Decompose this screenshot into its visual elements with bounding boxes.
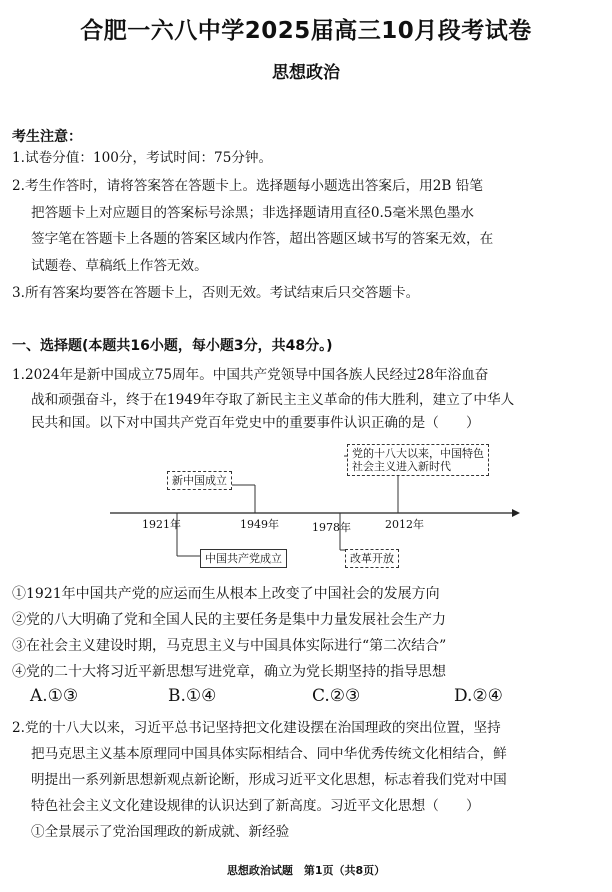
statement: ①1921年中国共产党的应运而生从根本上改变了中国社会的发展方向 <box>12 586 440 602</box>
statement: ①全景展示了党治国理政的新成就、新经验 <box>31 824 290 840</box>
notice-line: 签字笔在答题卡上各题的答案区域内作答，超出答题区域书写的答案无效，在 <box>31 231 494 247</box>
exam-title: 合肥一六八中学2025届高三10月段考试卷 <box>80 18 532 44</box>
event-new-era-text: 党的十八大以来，中国特色 <box>352 447 484 460</box>
question-stem: 把马克思主义基本原理同中国具体实际相结合、同中华优秀传统文化相结合，鲜 <box>31 746 507 762</box>
question-stem: 1.2024年是新中国成立75周年。中国共产党领导中国各族人民经过28年浴血奋 <box>12 367 489 383</box>
year-label: 2012年 <box>385 518 424 531</box>
exam-subject: 思想政治 <box>272 63 340 83</box>
event-new-era-text: 社会主义进入新时代 <box>352 460 451 473</box>
choice-c[interactable]: C.②③ <box>312 686 361 706</box>
year-label: 1978年 <box>312 521 351 534</box>
choice-d[interactable]: D.②④ <box>454 686 503 706</box>
choice-b[interactable]: B.①④ <box>168 686 217 706</box>
notice-heading: 考生注意： <box>12 129 82 145</box>
year-label: 1949年 <box>240 518 279 531</box>
section-heading: 一、选择题(本题共16小题，每小题3分，共48分。) <box>12 338 333 354</box>
notice-line: 3.所有答案均要答在答题卡上，否则无效。考试结束后只交答题卡。 <box>12 285 420 301</box>
notice-line: 2.考生作答时，请将答案答在答题卡上。选择题每小题选出答案后，用2B 铅笔 <box>12 178 483 194</box>
event-reform-box: 改革开放 <box>345 549 399 568</box>
question-stem: 2.党的十八大以来，习近平总书记坚持把文化建设摆在治国理政的突出位置，坚持 <box>12 720 501 736</box>
notice-line: 把答题卡上对应题目的答案标号涂黑；非选择题请用直径0.5毫米黑色墨水 <box>31 205 475 221</box>
question-stem: 战和顽强奋斗，终于在1949年夺取了新民主主义革命的伟大胜利，建立了中华人 <box>31 392 515 408</box>
statement: ④党的二十大将习近平新思想写进党章，确立为党长期坚持的指导思想 <box>12 664 446 680</box>
notice-line: 试题卷、草稿纸上作答无效。 <box>31 258 208 274</box>
choice-a[interactable]: A.①③ <box>30 686 79 706</box>
year-label: 1921年 <box>142 518 181 531</box>
event-cpc-founding-box: 中国共产党成立 <box>200 549 287 568</box>
event-new-china-box: 新中国成立 <box>167 471 232 490</box>
event-new-era-box <box>347 444 489 476</box>
question-stem: 特色社会主义文化建设规律的认识达到了新高度。习近平文化思想（ ） <box>31 798 480 814</box>
question-stem: 民共和国。以下对中国共产党百年党史中的重要事件认识正确的是（ ） <box>31 415 480 431</box>
question-stem: 明提出一系列新思想新观点新论断，形成习近平文化思想，标志着我们党对中国 <box>31 772 507 788</box>
statement: ②党的八大明确了党和全国人民的主要任务是集中力量发展社会生产力 <box>12 612 446 628</box>
notice-line: 1.试卷分值：100分，考试时间：75分钟。 <box>12 150 273 166</box>
page-footer: 思想政治试题 第1页（共8页） <box>226 864 386 877</box>
statement: ③在社会主义建设时期，马克思主义与中国具体实际进行“第二次结合” <box>12 638 447 654</box>
